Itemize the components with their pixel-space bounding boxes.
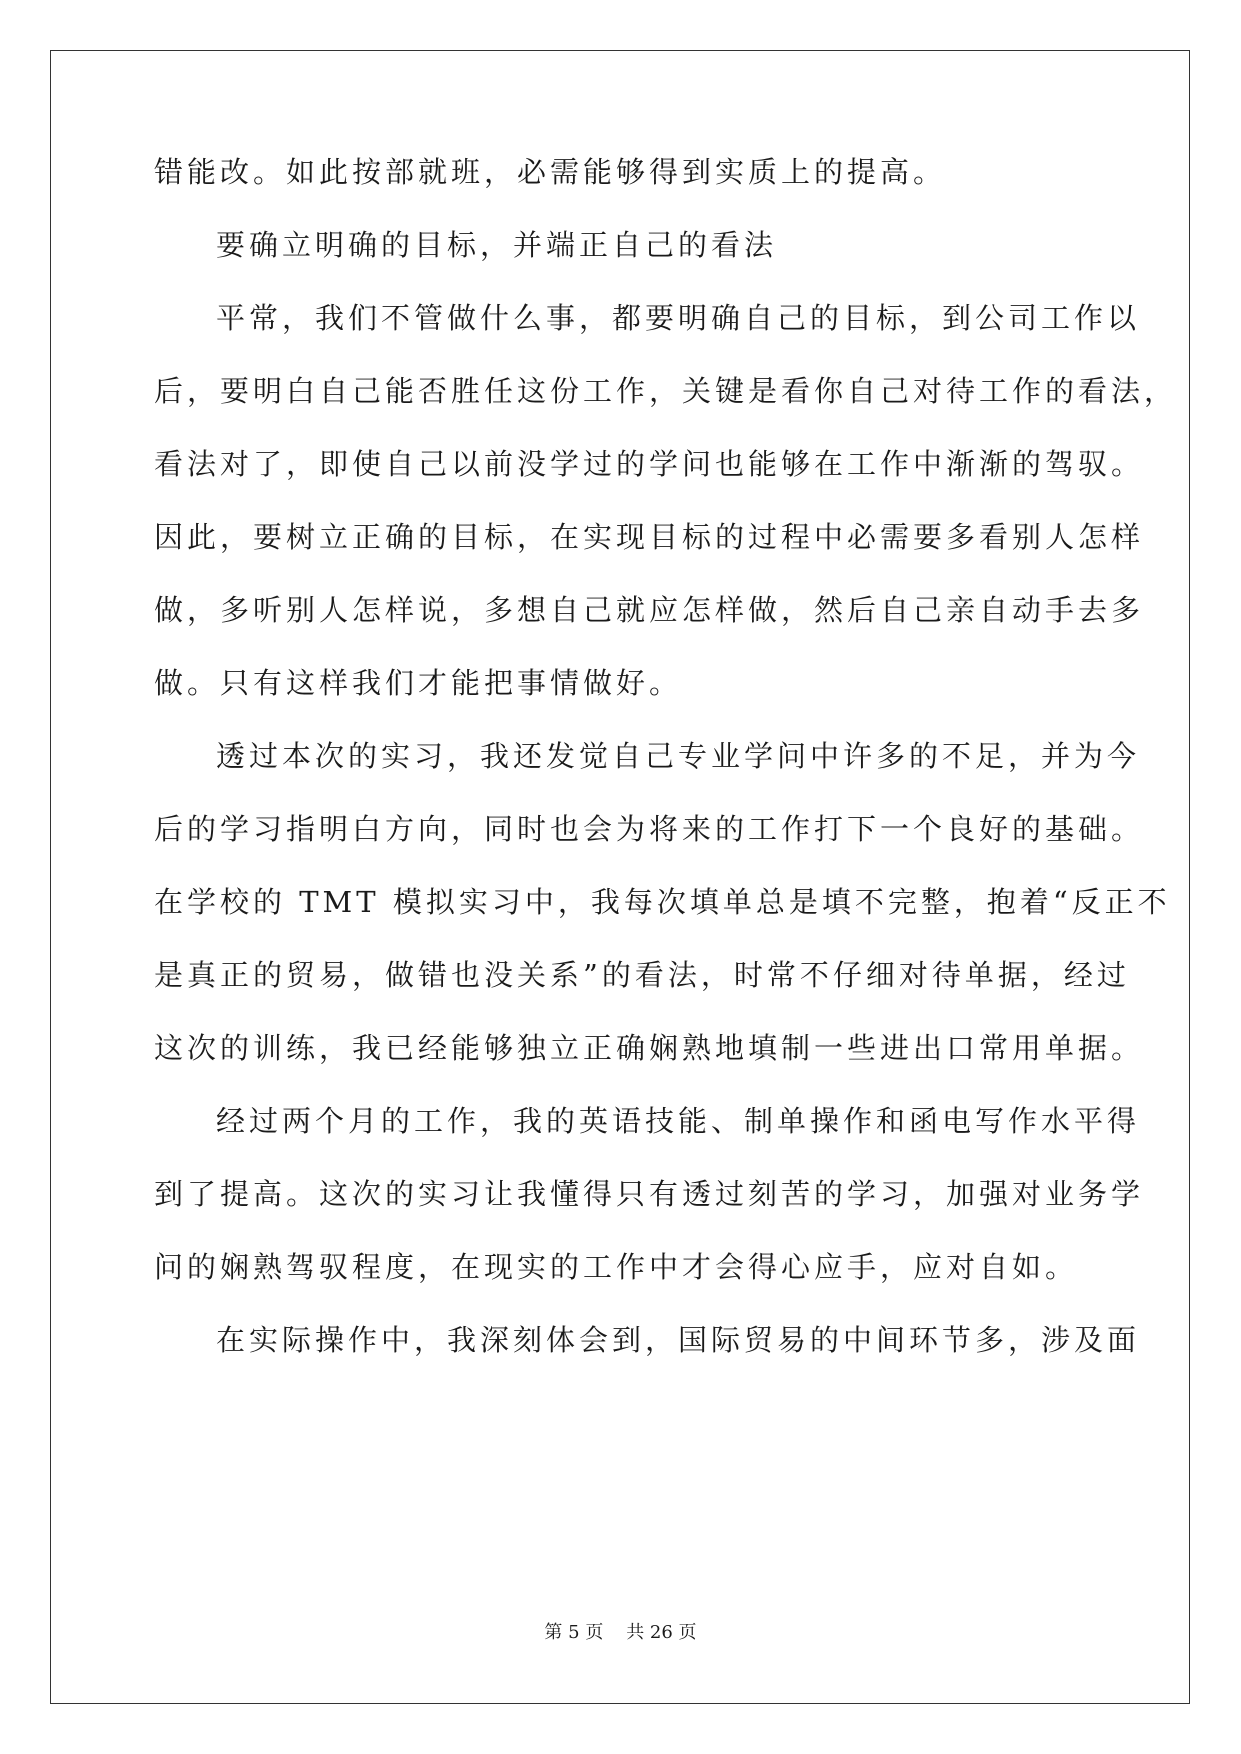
text-line: 后，要明白自己能否胜任这份工作，关键是看你自己对待工作的看法， (154, 374, 1178, 408)
text-line: 平常，我们不管做什么事，都要明确自己的目标，到公司工作以 (216, 301, 1141, 335)
text-line: 在学校的 TMT 模拟实习中，我每次填单总是填不完整，抱着“反正不 (154, 885, 1171, 919)
text-line: 做，多听别人怎样说，多想自己就应怎样做，然后自己亲自动手去多 (154, 593, 1145, 627)
text-line: 看法对了，即使自己以前没学过的学问也能够在工作中渐渐的驾驭。 (154, 447, 1145, 481)
text-line: 做。只有这样我们才能把事情做好。 (154, 666, 683, 700)
text-line: 这次的训练，我已经能够独立正确娴熟地填制一些进出口常用单据。 (154, 1031, 1145, 1065)
text-line: 后的学习指明白方向，同时也会为将来的工作打下一个良好的基础。 (154, 812, 1145, 846)
text-line: 透过本次的实习，我还发觉自己专业学问中许多的不足，并为今 (216, 739, 1141, 773)
text-line: 错能改。如此按部就班，必需能够得到实质上的提高。 (154, 155, 947, 189)
text-line: 因此，要树立正确的目标，在实现目标的过程中必需要多看别人怎样 (154, 520, 1145, 554)
text-line: 问的娴熟驾驭程度，在现实的工作中才会得心应手，应对自如。 (154, 1250, 1079, 1284)
text-line: 在实际操作中，我深刻体会到，国际贸易的中间环节多，涉及面 (216, 1323, 1141, 1357)
page-number-footer: 第 5 页 共 26 页 (544, 1622, 697, 1643)
text-line: 是真正的贸易，做错也没关系”的看法，时常不仔细对待单据，经过 (154, 958, 1130, 992)
text-line: 经过两个月的工作，我的英语技能、制单操作和函电写作水平得 (216, 1104, 1141, 1138)
text-line: 到了提高。这次的实习让我懂得只有透过刻苦的学习，加强对业务学 (154, 1177, 1145, 1211)
section-heading: 要确立明确的目标，并端正自己的看法 (216, 228, 778, 262)
